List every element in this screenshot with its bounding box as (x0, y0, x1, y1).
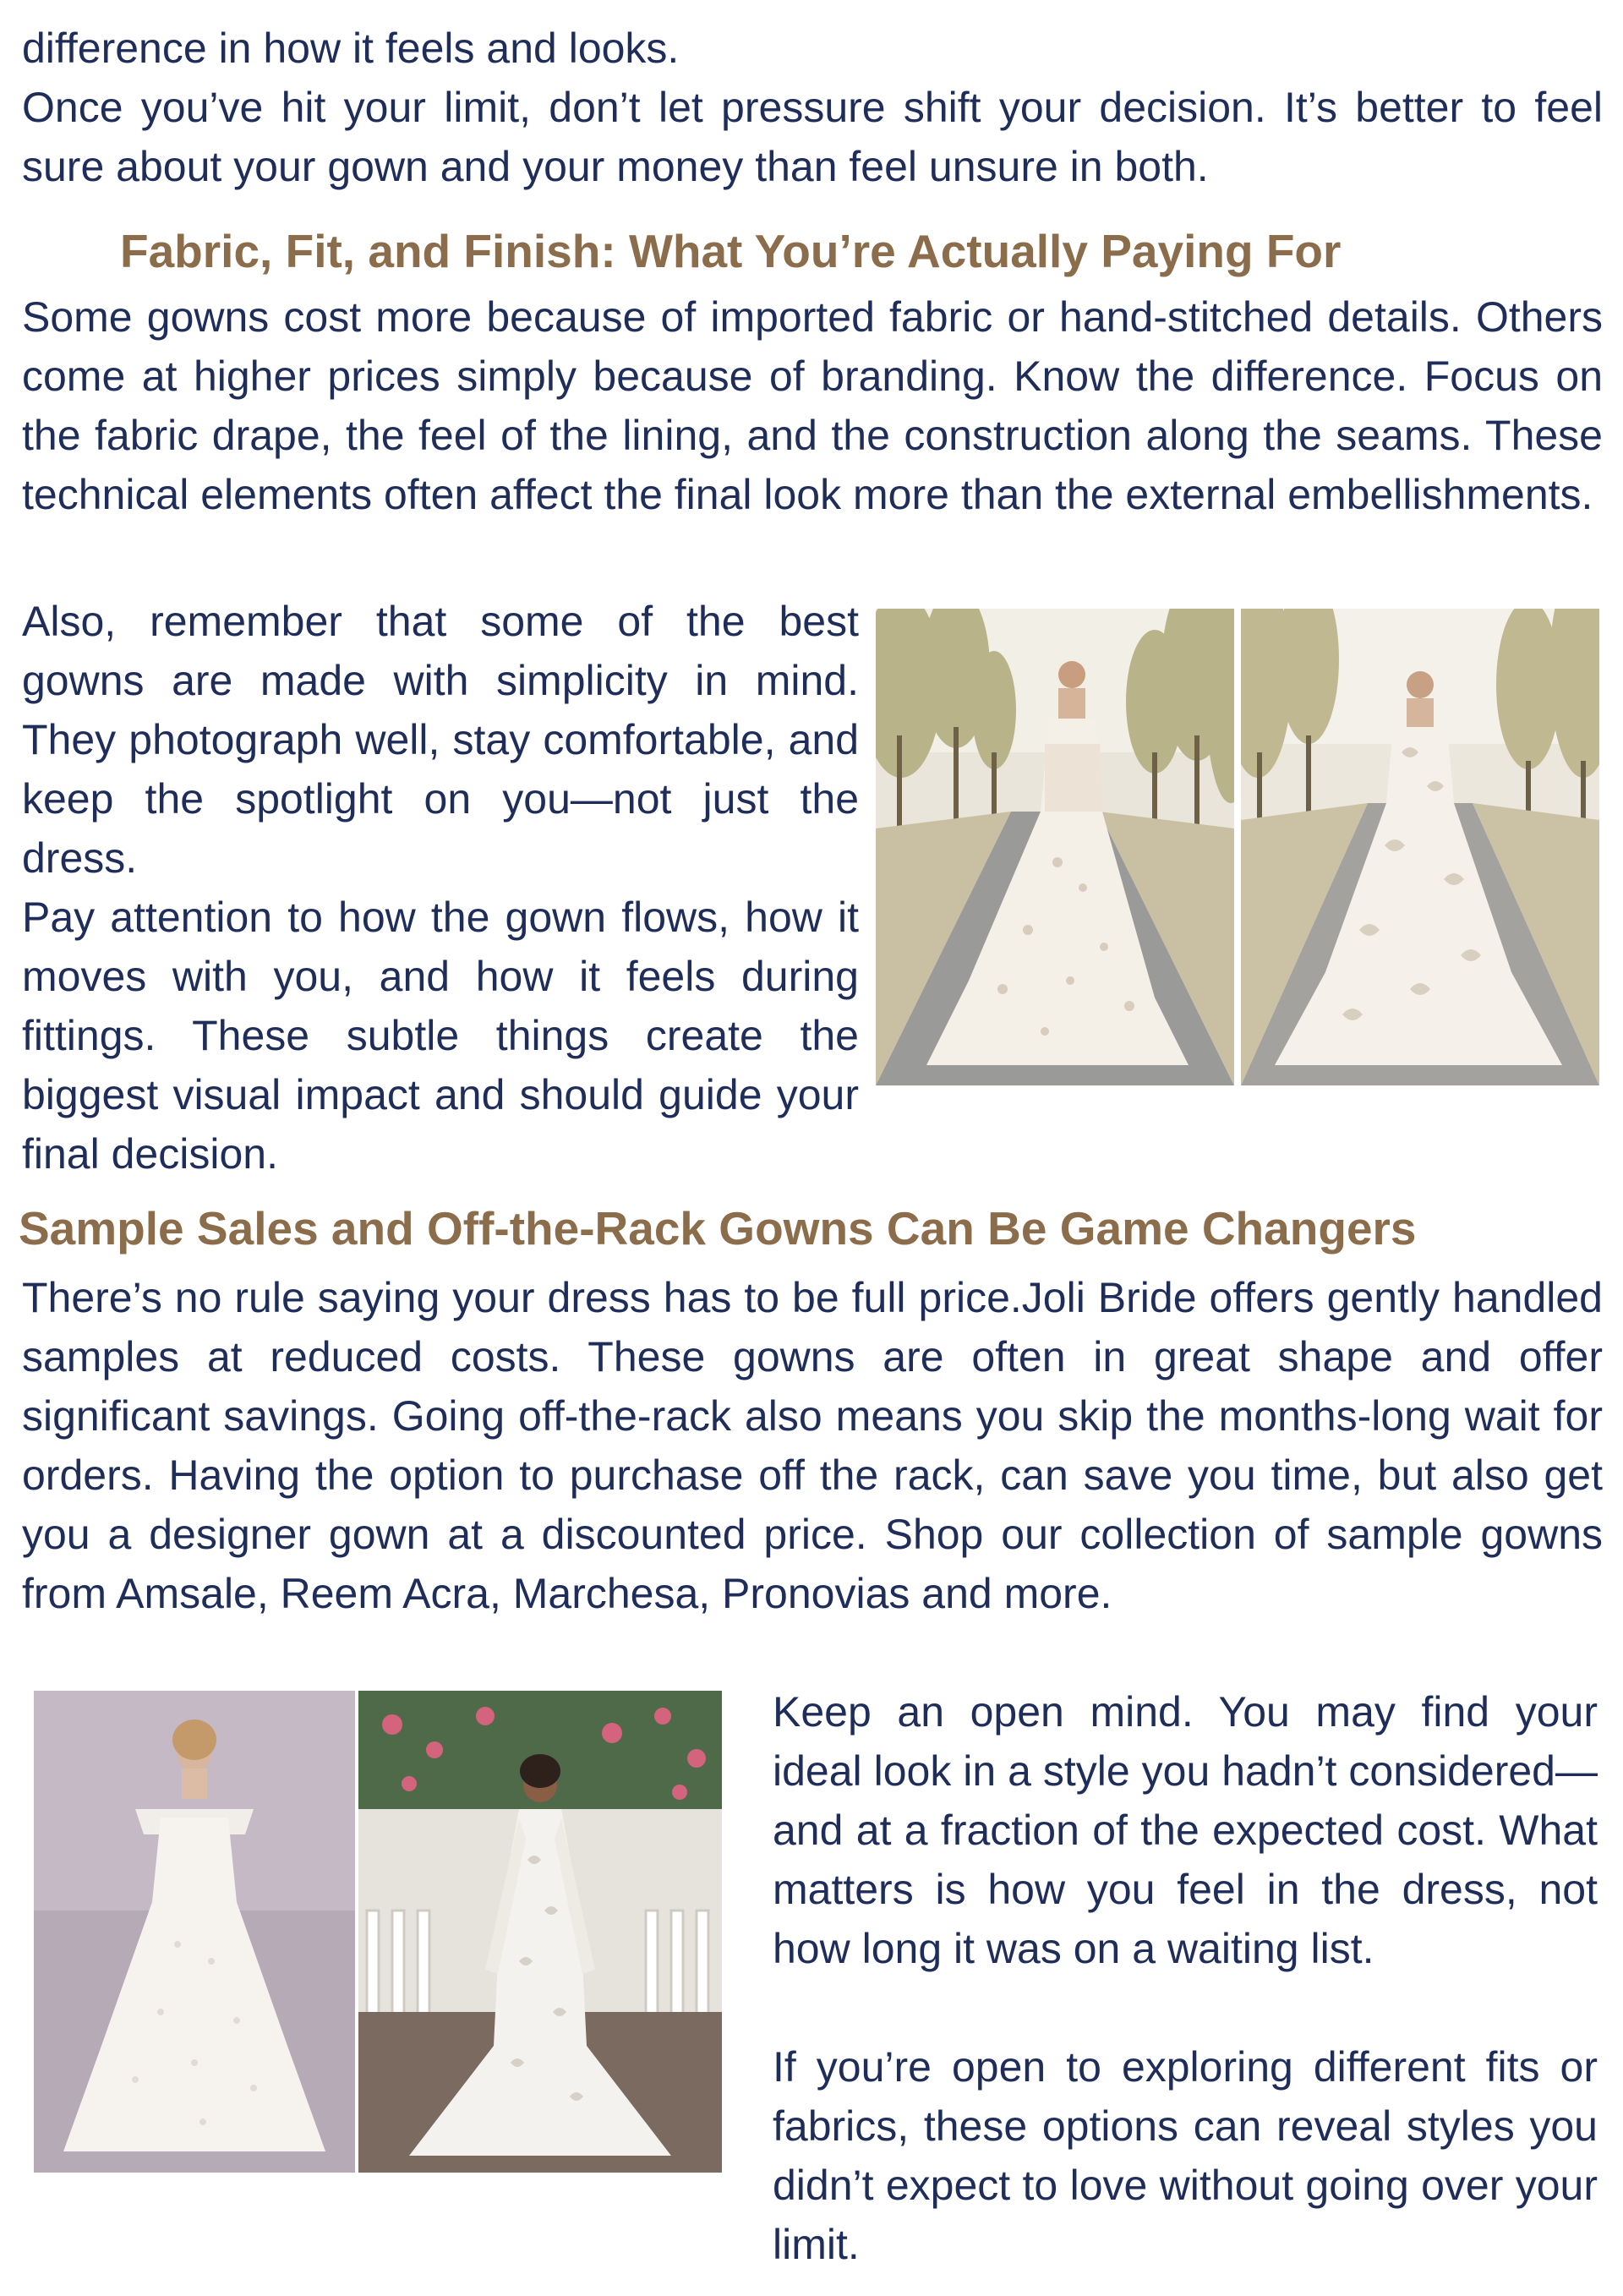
gown-photo-off-shoulder (34, 1691, 355, 2173)
section1-paragraph-1: Some gowns cost more because of imported fabric or hand-stitched details. Others come at higher prices simply because of branding. Know the difference. Focus on the fabric drape, the feel of the lining, and the construction along the seams. These technical elements often affect the final look more than the external embellishments. (22, 293, 1603, 518)
intro-line: difference in how it feels and looks. (22, 25, 680, 72)
section-heading-sample-sales: Sample Sales and Off-the-Rack Gowns Can Be Game Changers (19, 1202, 1417, 1255)
intro-paragraph: Once you’ve hit your limit, don’t let pressure shift your decision. It’s better to feel sure about your gown and your money than feel unsure in both. (22, 84, 1603, 190)
section1-paragraph-3: Pay attention to how the gown flows, how it moves with you, and how it feels during fittings. These subtle things create the biggest visual impact and should guide your final decision. (22, 894, 859, 1178)
section1-paragraph-2: Also, remember that some of the best gowns are made with simplicity in mind. They photograph well, stay comfortable, and keep the spotlight on you—not just the dress. (22, 598, 859, 882)
section2-paragraph-1: There’s no rule saying your dress has to be full price.Joli Bride offers gently handled samples at reduced costs. These gowns are often in great shape and offer significant savings. Going off-the-rack also means you skip the months-long wait for orders. Having the option to purchase off the rack, can save you time, but also get you a designer gown at a discounted price. Shop our collection of sample gowns from Amsale, Reem Acra, Marchesa, Pronovias and more. (22, 1274, 1603, 1617)
gown-photo-floral-road (1241, 609, 1599, 1085)
gown-photo-strapless-road (876, 609, 1234, 1085)
gown-photo-long-sleeve-lace (358, 1691, 722, 2173)
section-heading-fabric-fit-finish: Fabric, Fit, and Finish: What You’re Actually Paying For (120, 225, 1342, 277)
section2-paragraph-3: If you’re open to exploring different fits or fabrics, these options can reveal styles you didn’t expect to love without going over your limit. (773, 2043, 1598, 2268)
section2-paragraph-2: Keep an open mind. You may find your ideal look in a style you hadn’t considered—and at a fraction of the expected cost. What matters is how you feel in the dress, not how long it was on a waiting list. (773, 1688, 1598, 1972)
